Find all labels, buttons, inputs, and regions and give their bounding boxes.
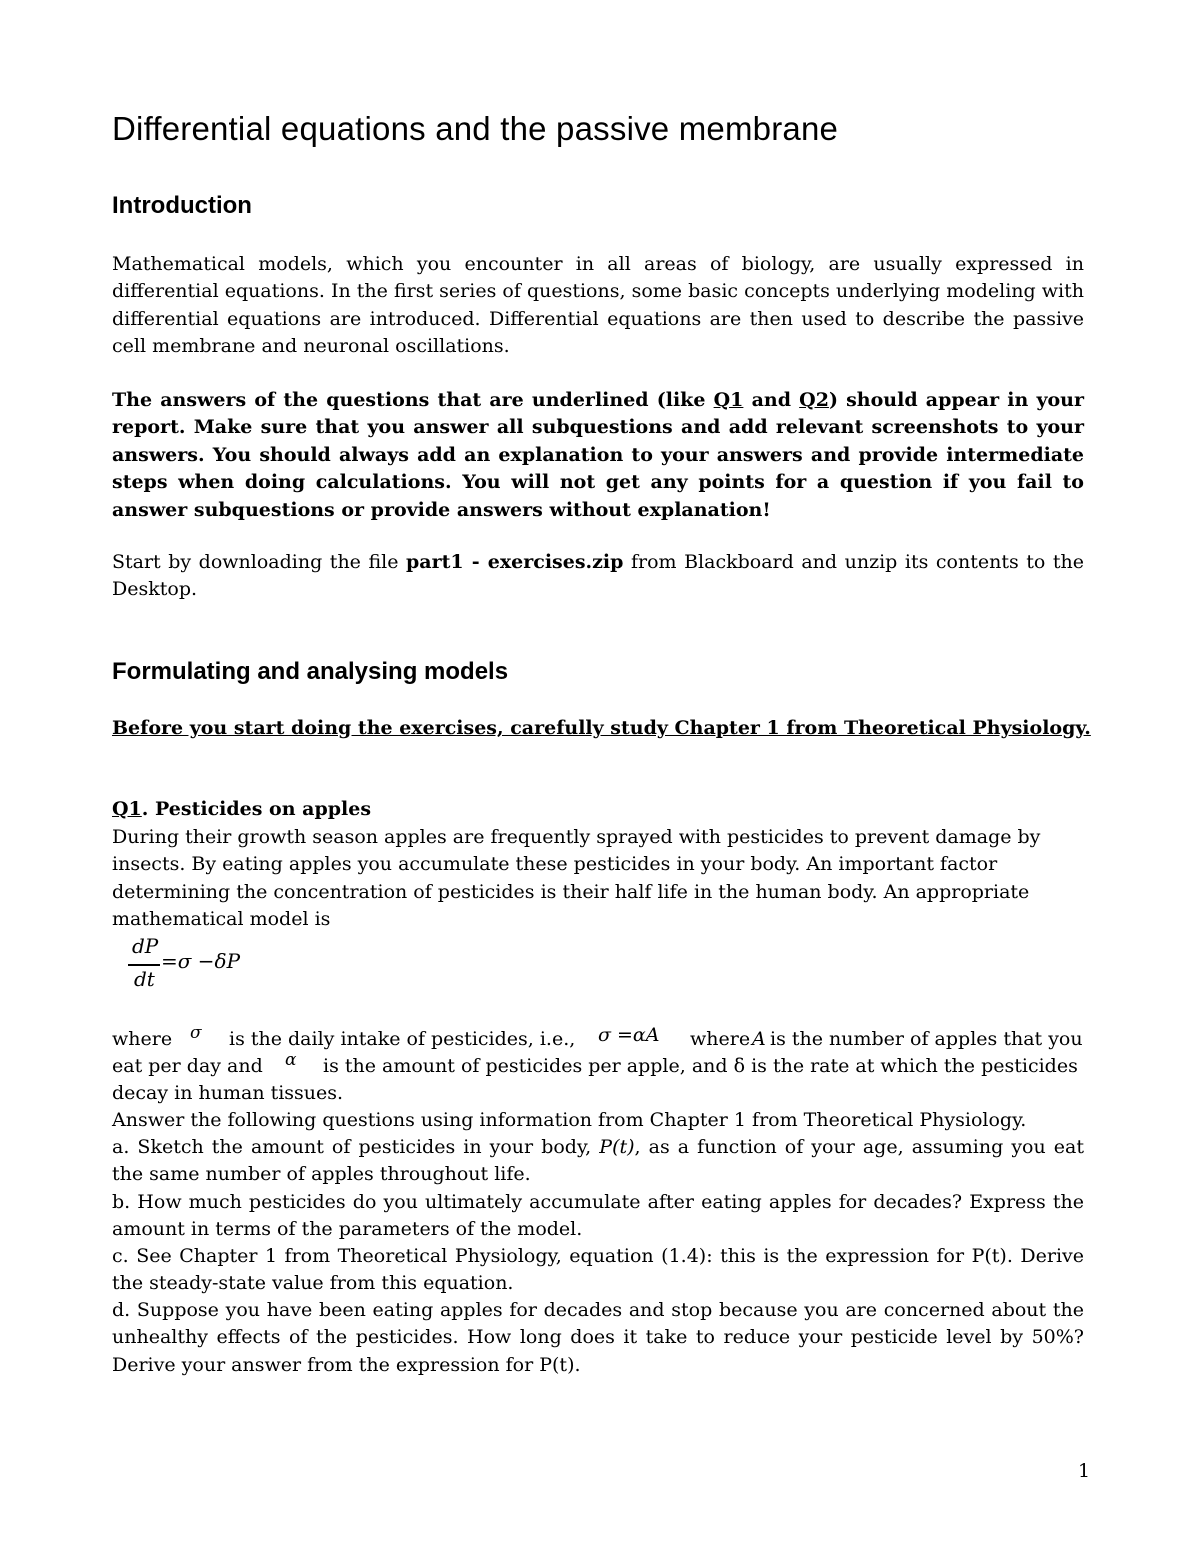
- notice-text-1: The answers of the questions that are underlined (like: [112, 389, 714, 411]
- exercise-file-name: part1 - exercises.zip: [406, 551, 624, 573]
- question-b: b. How much pesticides do you ultimately accumulate after eating apples for decades? Express the amount in terms of the parameters of the model.: [112, 1191, 1084, 1241]
- fraction-bar: [128, 964, 160, 966]
- study-note: Before you start doing the exercises, carefully study Chapter 1 from Theoretical Physiology.: [112, 717, 1091, 739]
- start-text-2: from Blackboard and unzip its contents to the Desktop.: [112, 551, 1084, 601]
- question-c: c. See Chapter 1 from Theoretical Physiology, equation (1.4): this is the expression for P(t). Derive the steady-state value from this equation.: [112, 1245, 1084, 1295]
- where-text-3: is the number of apples that you: [770, 1028, 1083, 1050]
- page-title: Differential equations and the passive membrane: [112, 110, 839, 147]
- start-text-1: Start by downloading the file: [112, 551, 407, 573]
- where-text-5: is the amount of pesticides per apple, and δ is the rate at which the pesticides: [323, 1055, 1078, 1077]
- where-text-1: is the daily intake of pesticides, i.e.,: [229, 1028, 576, 1050]
- question-a-pt: P(t): [599, 1136, 635, 1158]
- q1-label: Q1: [112, 798, 142, 820]
- where-line-3: decay in human tissues.: [112, 1082, 344, 1104]
- where-text-4: eat per day and: [112, 1055, 263, 1077]
- where-text-2: where: [690, 1028, 751, 1050]
- q1-title: . Pesticides on apples: [141, 798, 372, 820]
- section-heading: Formulating and analysing models: [112, 658, 509, 685]
- question-a-text-1: a. Sketch the amount of pesticides in your body,: [112, 1136, 600, 1158]
- equation-denominator: dt: [134, 967, 155, 991]
- report-notice: [112, 387, 1084, 524]
- variable-a: A: [752, 1028, 766, 1050]
- notice-and: and: [743, 389, 800, 411]
- sigma-alpha-a: σ =αA: [598, 1024, 660, 1046]
- start-instruction: [112, 549, 1084, 604]
- where-word: where: [112, 1028, 173, 1050]
- q1-heading: [112, 798, 371, 820]
- equation-rhs: =σ −δP: [161, 949, 241, 973]
- q1-body: During their growth season apples are frequently sprayed with pesticides to prevent damage by insects. By eating apples you accumulate these pesticides in your body. An important factor determining the concentration of pesticides is their half life in the human body. An appropriate mathematical model is: [112, 826, 1041, 931]
- notice-text-2: ) should appear in your report. Make sure that you answer all subquestions and add relevant screenshots to your answers. You should always add an explanation to your answers and provide intermediate steps when doing calculations. You will not get any points for a question if you fail to answer subquestions or provide answers without explanation!: [112, 389, 1084, 521]
- page-number: 1: [1078, 1460, 1091, 1482]
- question-a: [112, 1134, 1084, 1189]
- equation-numerator: dP: [132, 934, 159, 958]
- q1-instruction: Answer the following questions using information from Chapter 1 from Theoretical Physiology.: [112, 1109, 1027, 1131]
- alpha-symbol: α: [285, 1050, 297, 1070]
- intro-paragraph: Mathematical models, which you encounter in all areas of biology, are usually expressed in differential equations. In the first series of questions, some basic concepts underlying modeling with differential equations are introduced. Differential equations are then used to describe the passive cell membrane and neuronal oscillations.: [112, 253, 1084, 358]
- question-d: d. Suppose you have been eating apples for decades and stop because you are concerned about the unhealthy effects of the pesticides. How long does it take to reduce your pesticide level by 50%? Derive your answer from the expression for P(t).: [112, 1299, 1084, 1376]
- notice-q1: Q1: [713, 389, 744, 411]
- intro-heading: Introduction: [112, 192, 252, 219]
- question-a-text-2: , as a function of your age, assuming you eat the same number of apples throughout life.: [112, 1136, 1084, 1186]
- sigma-symbol: σ: [190, 1023, 202, 1043]
- notice-q2: Q2: [799, 389, 829, 411]
